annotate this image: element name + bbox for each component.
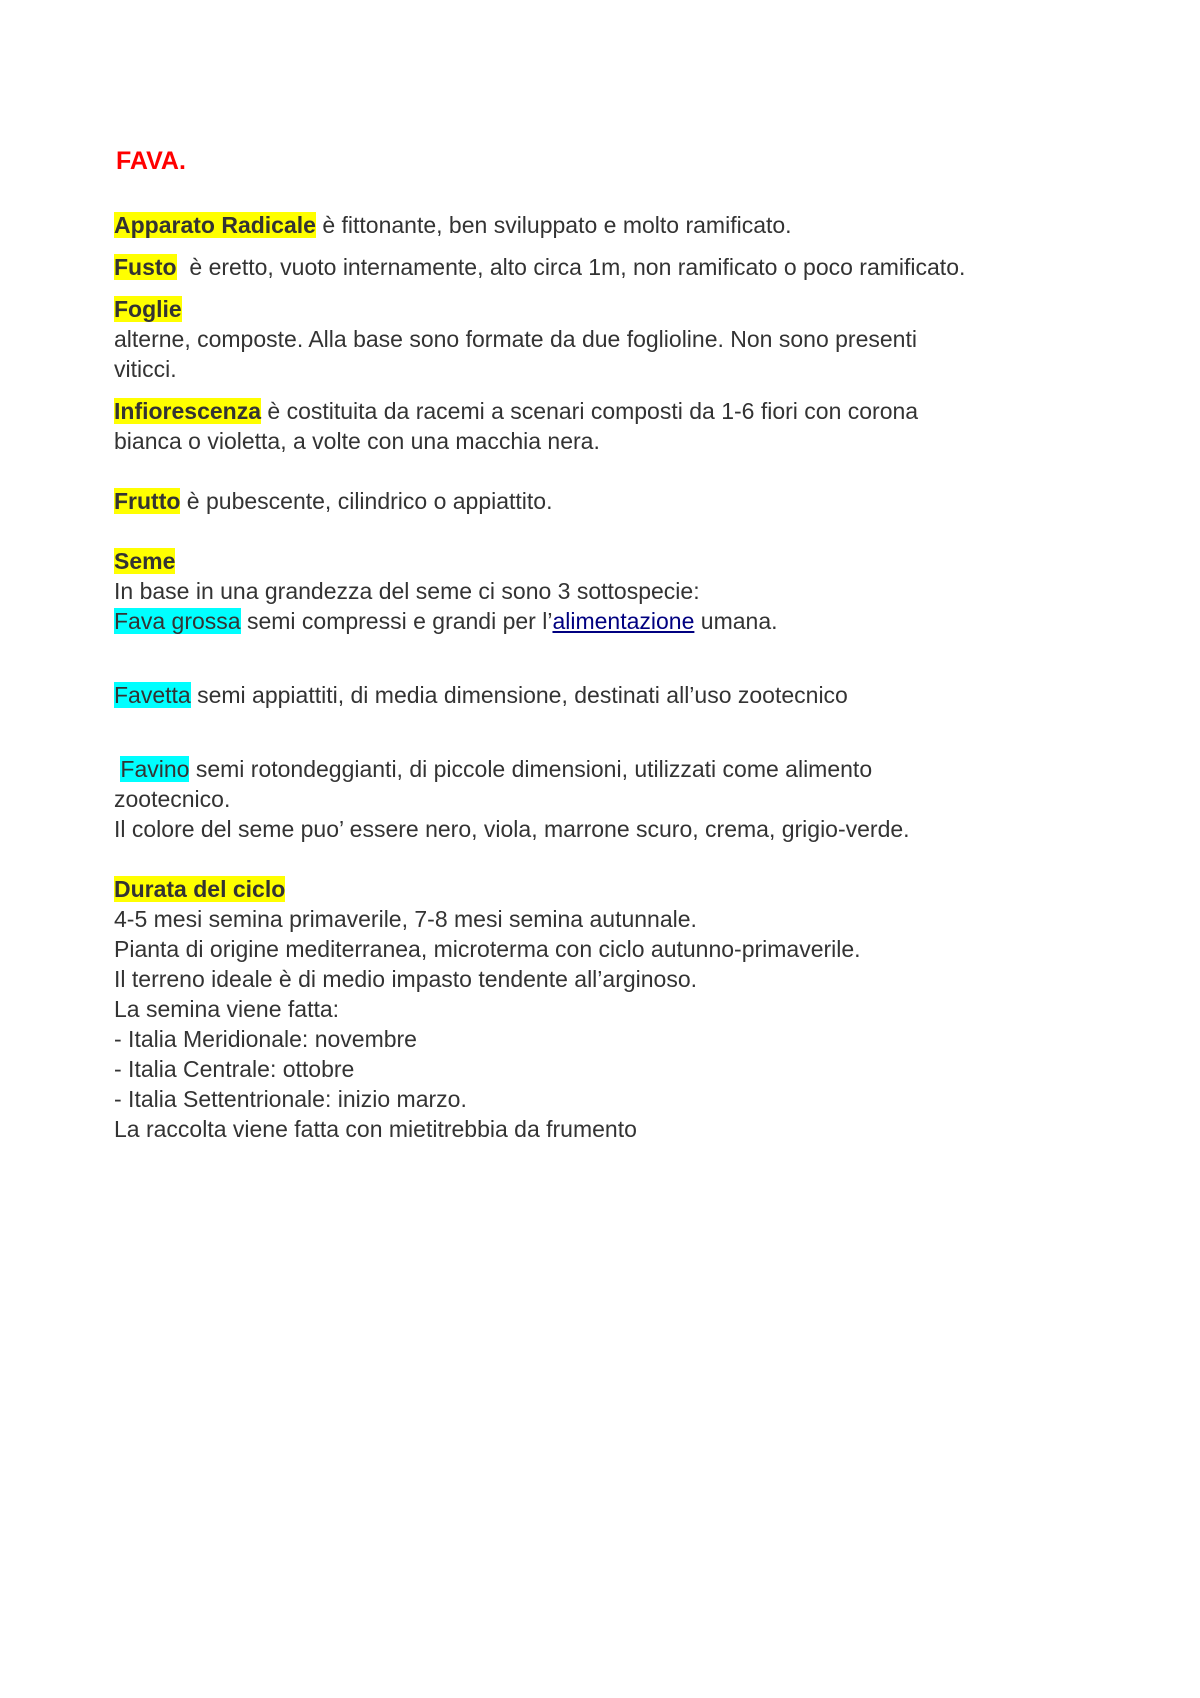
text-fava-grossa: semi compressi e grandi per l’ bbox=[240, 608, 553, 634]
text-fusto: è eretto, vuoto internamente, alto circa 1m, non ramificato o poco ramificato. bbox=[176, 254, 966, 280]
text-seme-intro: In base in una grandezza del seme ci sono 3 sottospecie: bbox=[114, 578, 700, 604]
ciclo-line: - Italia Meridionale: novembre bbox=[114, 1026, 417, 1052]
ciclo-line: Il terreno ideale è di medio impasto tendente all’arginoso. bbox=[114, 966, 698, 992]
ciclo-line: - Italia Settentrionale: inizio marzo. bbox=[114, 1086, 467, 1112]
line-favetta bbox=[114, 680, 1114, 710]
section-ciclo bbox=[114, 874, 1114, 1144]
document-body bbox=[114, 146, 1114, 1144]
label-favino: Favino bbox=[120, 756, 190, 782]
paragraph-radicale bbox=[114, 210, 1114, 240]
text-fava-grossa-end: umana. bbox=[694, 608, 778, 634]
line-fava-grossa bbox=[114, 606, 1114, 636]
text-favino-2: zootecnico. bbox=[114, 786, 231, 812]
text-favetta: semi appiattiti, di media dimensione, destinati all’uso zootecnico bbox=[190, 682, 848, 708]
ciclo-line: La raccolta viene fatta con mietitrebbia da frumento bbox=[114, 1116, 637, 1142]
paragraph-fusto bbox=[114, 252, 1114, 282]
label-favetta: Favetta bbox=[114, 682, 191, 708]
ciclo-line: Pianta di origine mediterranea, microterma con ciclo autunno-primaverile. bbox=[114, 936, 861, 962]
line-favino bbox=[114, 754, 1114, 784]
text-frutto: è pubescente, cilindrico o appiattito. bbox=[180, 488, 553, 514]
text-foglie-1: alterne, composte. Alla base sono formate da due foglioline. Non sono presenti bbox=[114, 326, 917, 352]
ciclo-line: La semina viene fatta: bbox=[114, 996, 340, 1022]
document-title: FAVA. bbox=[116, 147, 186, 175]
label-seme: Seme bbox=[114, 548, 176, 574]
text-radicale: è fittonante, ben sviluppato e molto ramificato. bbox=[315, 212, 792, 238]
paragraph-foglie bbox=[114, 294, 1114, 384]
text-seme-colore: Il colore del seme puo’ essere nero, viola, marrone scuro, crema, grigio-verde. bbox=[114, 816, 910, 842]
label-radicale: Apparato Radicale bbox=[114, 212, 316, 238]
paragraph-frutto bbox=[114, 486, 1114, 516]
label-foglie: Foglie bbox=[114, 296, 182, 322]
ciclo-line: - Italia Centrale: ottobre bbox=[114, 1056, 355, 1082]
label-ciclo: Durata del ciclo bbox=[114, 876, 286, 902]
label-infiorescenza: Infiorescenza bbox=[114, 398, 261, 424]
text-infiorescenza-2: bianca o violetta, a volte con una macchia nera. bbox=[114, 428, 600, 454]
label-frutto: Frutto bbox=[114, 488, 181, 514]
paragraph-infiorescenza bbox=[114, 396, 1114, 456]
label-fava-grossa: Fava grossa bbox=[114, 608, 241, 634]
label-fusto: Fusto bbox=[114, 254, 177, 280]
text-favino-1: semi rotondeggianti, di piccole dimensioni, utilizzati come alimento bbox=[189, 756, 873, 782]
text-foglie-2: viticci. bbox=[114, 356, 177, 382]
section-seme bbox=[114, 546, 1114, 844]
ciclo-line: 4-5 mesi semina primaverile, 7-8 mesi semina autunnale. bbox=[114, 906, 697, 932]
link-alimentazione[interactable]: alimentazione bbox=[552, 608, 695, 634]
text-infiorescenza-1: è costituita da racemi a scenari composti da 1-6 fiori con corona bbox=[261, 398, 919, 424]
